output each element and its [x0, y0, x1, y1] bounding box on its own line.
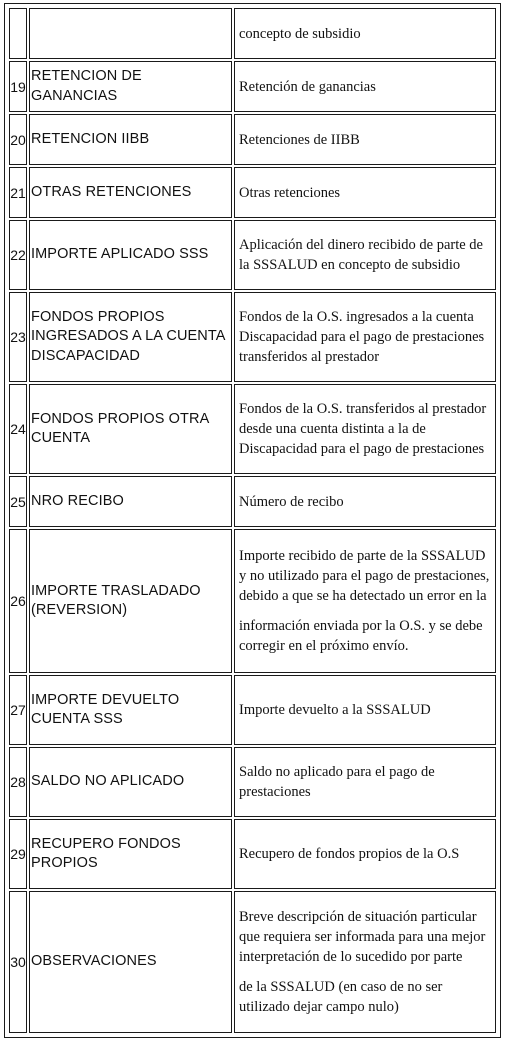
field-name: SALDO NO APLICADO [29, 747, 232, 817]
table-row [9, 220, 496, 290]
row-number: 21 [9, 167, 27, 218]
field-description: Otras retenciones [234, 167, 496, 218]
description-paragraph: Importe recibido de parte de la SSSALUD y no utilizado para el pago de prestaciones, debido a que se ha detectado un error en la [239, 548, 490, 604]
row-number [9, 8, 27, 59]
field-name: FONDOS PROPIOS INGRESADOS A LA CUENTA DISCAPACIDAD [29, 292, 232, 382]
field-description: Fondos de la O.S. transferidos al prestador desde una cuenta distinta a la de Discapacidad para el pago de prestaciones [234, 384, 496, 474]
table-row [9, 114, 496, 165]
field-name: RECUPERO FONDOS PROPIOS [29, 819, 232, 889]
table-row [9, 292, 496, 382]
field-description: Retenciones de IIBB [234, 114, 496, 165]
field-description: Número de recibo [234, 476, 496, 527]
field-description: concepto de subsidio [234, 8, 496, 59]
field-name: RETENCION DE GANANCIAS [29, 61, 232, 112]
field-description [234, 529, 496, 673]
table-row [9, 167, 496, 218]
row-number: 19 [9, 61, 27, 112]
row-number: 30 [9, 891, 27, 1033]
fields-table [4, 3, 501, 1038]
field-name: FONDOS PROPIOS OTRA CUENTA [29, 384, 232, 474]
row-number: 25 [9, 476, 27, 527]
field-description: Retención de ganancias [234, 61, 496, 112]
row-number: 22 [9, 220, 27, 290]
field-name: IMPORTE TRASLADADO (REVERSION) [29, 529, 232, 673]
field-name: RETENCION IIBB [29, 114, 232, 165]
description-paragraph: de la SSSALUD (en caso de no ser utilizado dejar campo nulo) [239, 979, 443, 1015]
description-paragraph: Breve descripción de situación particular que requiera ser informada para una mejor interpretación de lo sucedido por parte [239, 909, 486, 965]
row-number: 28 [9, 747, 27, 817]
description-paragraph: información enviada por la O.S. y se debe corregir en el próximo envío. [239, 618, 483, 654]
field-name: OBSERVACIONES [29, 891, 232, 1033]
field-name [29, 8, 232, 59]
field-name: IMPORTE DEVUELTO CUENTA SSS [29, 675, 232, 745]
field-description: Importe devuelto a la SSSALUD [234, 675, 496, 745]
field-description: Recupero de fondos propios de la O.S [234, 819, 496, 889]
field-description: Aplicación del dinero recibido de parte de la SSSALUD en concepto de subsidio [234, 220, 496, 290]
table-row [9, 747, 496, 817]
table-row [9, 476, 496, 527]
field-description [234, 891, 496, 1033]
field-description: Saldo no aplicado para el pago de prestaciones [234, 747, 496, 817]
row-number: 20 [9, 114, 27, 165]
table-row [9, 8, 496, 59]
row-number: 26 [9, 529, 27, 673]
table-row [9, 384, 496, 474]
row-number: 24 [9, 384, 27, 474]
row-number: 23 [9, 292, 27, 382]
field-name: NRO RECIBO [29, 476, 232, 527]
table-row [9, 61, 496, 112]
row-number: 27 [9, 675, 27, 745]
table-row [9, 675, 496, 745]
table-row [9, 891, 496, 1033]
field-description: Fondos de la O.S. ingresados a la cuenta Discapacidad para el pago de prestaciones transferidos al prestador [234, 292, 496, 382]
table-row [9, 529, 496, 673]
row-number: 29 [9, 819, 27, 889]
table-row [9, 819, 496, 889]
field-name: IMPORTE APLICADO SSS [29, 220, 232, 290]
field-name: OTRAS RETENCIONES [29, 167, 232, 218]
